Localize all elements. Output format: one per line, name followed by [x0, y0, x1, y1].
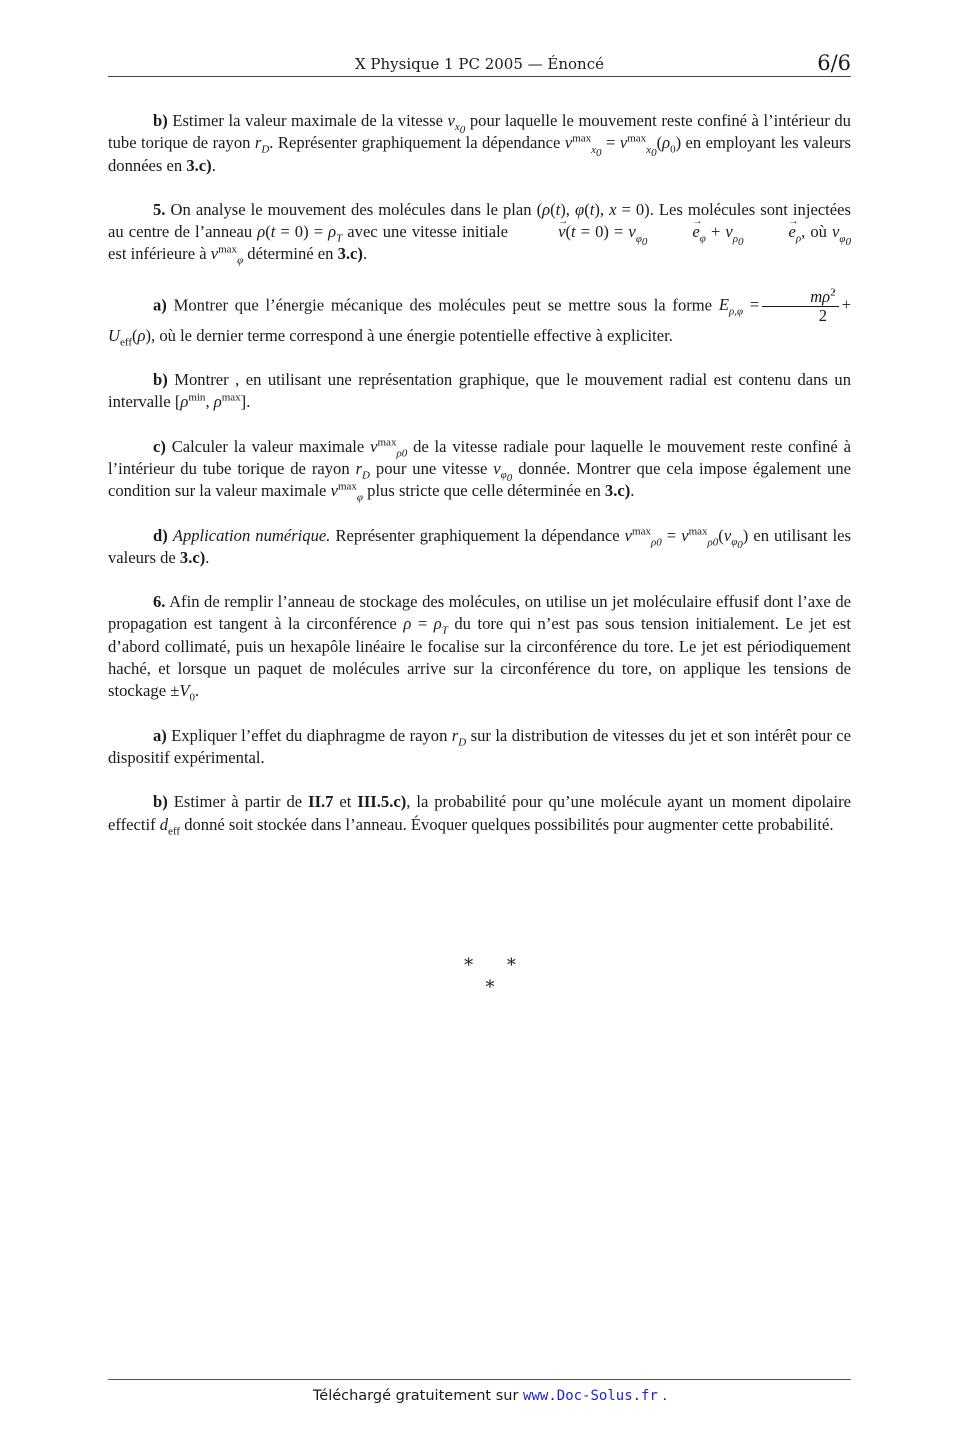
math-expr: $v^{max}_\varphi$ [330, 480, 363, 504]
document-body [108, 110, 851, 858]
cross-reference: III.5.c) [357, 792, 407, 812]
page-footer [0, 1388, 980, 1404]
math-expr: $r_D$ [254, 133, 270, 156]
page-header [108, 52, 851, 77]
math-expr: → $v(t = 0) = v_{\varphi_0}\to e_\varphi + v_{\rho_0}\to e_\rho$ [513, 222, 801, 241]
cross-reference: 3.c) [186, 155, 212, 175]
footer-text: Téléchargé gratuitement sur [312, 1388, 524, 1404]
end-marks-top: * * [464, 955, 530, 976]
footer-divider [108, 1379, 851, 1380]
question-5c: c) Calculer la valeur maximale $v^{max}_{\rho 0}$ de la vitesse radiale pour laquelle le mouvement reste confiné à l’intérieur du tube torique de rayon $r_D$ pour une vitesse $v_{\varphi_0}$ donnée. Montrer que cela impose également une condition sur la valeur maximale $v^{max}_\varphi$ plus stricte que celle déterminée en 3.c). [108, 436, 851, 504]
question-label: a) [153, 725, 167, 745]
energy-formula: $E_{\rho,\varphi}$ = $\frac{m\rhȯ^2}{2}$ + $U_{eff}(\rho)$ [108, 286, 852, 349]
cross-reference: 3.c) [337, 244, 363, 264]
question-6a: a) Expliquer l’effet du diaphragme de rayon $r_D$ sur la distribution de vitesses du jet et son intérêt pour ce dispositif expérimental. [108, 725, 851, 767]
footer-link[interactable]: www.Doc-Solus.fr [523, 1388, 658, 1404]
cross-reference: 3.c) [604, 481, 631, 501]
footer-tail: . [657, 1388, 668, 1404]
cross-reference: 3.c) [179, 547, 206, 567]
question-label: b) [153, 111, 168, 130]
end-marks-bottom: * [485, 977, 495, 998]
question-label: d) [153, 525, 168, 545]
question-5d: d) Application numérique. Représenter graphiquement la dépendance $v^{max}_{\rho 0} = v^{max}_{\rho 0}(v_{\varphi_0})$ en utilisant les valeurs de 3.c). [108, 525, 851, 567]
question-5: 5. On analyse le mouvement des molécules dans le plan (ρ(t), φ(t), x = 0). Les molécules sont injectées au centre de l’anneau $\rho(t = 0) = \rho_T$ avec une vitesse initiale → $v(t = 0) = v_{\varphi_0}\to e_\varphi + v_{\rho_0}\to e_\rho$, où $v_{\varphi_0}$ est inférieure à $v^{max}_\varphi$ déterminé en 3.c). [108, 199, 851, 266]
math-expr: $v^{max}_{\rho 0} = v^{max}_{\rho 0}(v_{\varphi_0})$ [624, 525, 749, 552]
math-expr: $\pm V_0$ [170, 681, 195, 704]
math-expr: $v_{\varphi_0}$ [493, 458, 513, 485]
question-number: 6. [153, 592, 166, 612]
math-expr: $v^{max}_\varphi$ [210, 243, 244, 267]
question-5b: b) Montrer , en utilisant une représentation graphique, que le mouvement radial est contenu dans un intervalle [$\rho^{min}$, $\rho^{max}$]. [108, 370, 851, 412]
question-label: b) [153, 792, 168, 812]
math-expr: $r_D$ [355, 458, 370, 482]
math-expr: $\rho(t = 0) = \rho_T$ [257, 222, 343, 245]
question-label: a) [153, 295, 167, 315]
math-expr: (ρ(t), φ(t), x = 0) [536, 199, 650, 219]
question-label: b) [153, 370, 168, 390]
question-4b: b) Estimer la valeur maximale de la vitesse $v_{x_0}$ pour laquelle le mouvement reste confiné à l’intérieur du tube torique de rayon $r_D$. Représenter graphiquement la dépendance $v^{max}_{x_0} = v^{max}_{x_0}(\rho_0)$ en employant les valeurs données en 3.c). [108, 111, 852, 175]
page-number: 6/6 [817, 51, 851, 75]
math-expr: $v^{max}_{x_0} = v^{max}_{x_0}(\rho_0)$ [564, 132, 682, 159]
header-title: X Physique 1 PC 2005 — Énoncé [354, 55, 605, 73]
math-expr: $v^{max}_{\rho 0}$ [370, 436, 408, 459]
math-expr: $v_{\varphi_0}$ [832, 222, 852, 248]
math-expr: $d_{eff}$ [159, 814, 181, 837]
math-expr: $\rho = \rho_T$ [403, 614, 448, 637]
question-6: 6. Afin de remplir l’anneau de stockage des molécules, on utilise un jet moléculaire effusif dont l’axe de propagation est tangent à la circonférence $\rho = \rho_T$ du tore qui n’est pas sous tension initialement. Le jet est d’abord collimaté, puis un hexapôle linéaire le focalise sur la circonférence du tore. Le jet est périodiquement haché, et lorsque un paquet de molécules arrive sur la circonférence du tore, on applique les tensions de stockage $\pm V_0$. [108, 592, 851, 704]
cross-reference: II.7 [308, 792, 334, 812]
math-expr: $r_D$ [451, 725, 467, 748]
question-label: c) [153, 436, 166, 456]
question-number: 5. [153, 199, 166, 219]
question-5a: a) Montrer que l’énergie mécanique des molécules peut se mettre sous la forme $E_{\rho,\varphi}$ = $\frac{m\rhȯ^2}{2}$ + $U_{eff}(\rho)$, où le dernier terme correspond à une énergie potentielle effective à expliciter. [108, 286, 852, 349]
question-6b: b) Estimer à partir de II.7 et III.5.c), la probabilité pour qu’une molécule ayant un moment dipolaire effectif $d_{eff}$ donné soit stockée dans l’anneau. Évoquer quelques possibilités pour augmenter cette probabilité. [108, 792, 852, 837]
math-expr: [$\rho^{min}$, $\rho^{max}$] [174, 391, 247, 412]
math-expr: $v_{x_0}$ [447, 111, 466, 137]
